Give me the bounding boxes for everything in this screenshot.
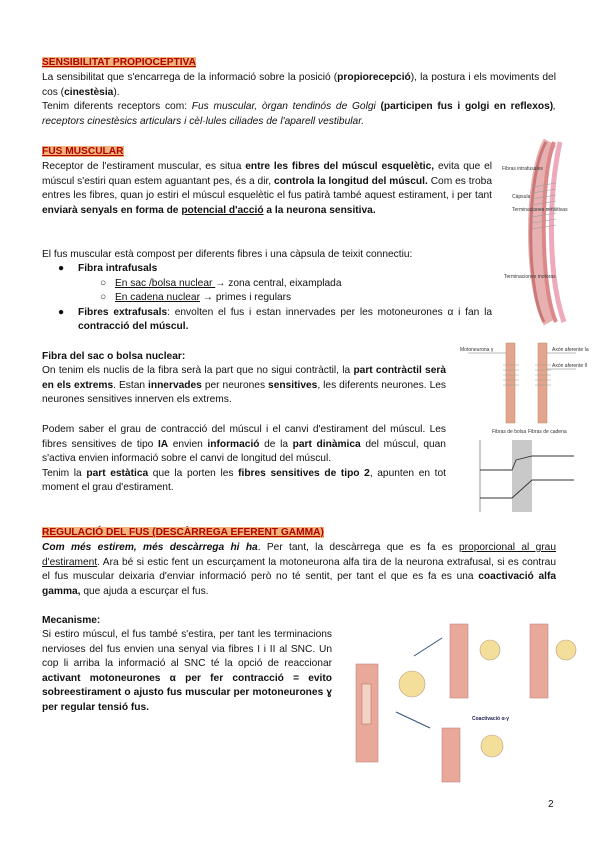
panel-2 <box>450 624 500 698</box>
page-number: 2 <box>548 799 554 810</box>
subsection-title-mechanism: Mecanisme: <box>42 615 101 626</box>
section-title-gamma-regulation: REGULACIÓ DEL FUS (DESCÀRREGA EFERENT GAMMA) <box>42 527 324 538</box>
section-title-proprioception <box>42 56 196 71</box>
list-item: ● Fibra intrafusals <box>58 263 158 274</box>
figure-label: Coactivació α-γ <box>472 716 509 722</box>
figure-label: Axón aferente II <box>552 363 588 369</box>
figure-label: Fibras de bolsa <box>492 429 527 435</box>
figure-label: Fibras intrafusales <box>502 166 543 172</box>
figure-label: Motoneurona γ <box>460 347 494 353</box>
paragraph-receptors: Tenim diferents receptors com: Fus muscular, òrgan tendinós de Golgi (participen fus i golgi en reflexos), receptors cinestèsics articulars i cèl·lules ciliades de l'aparell vestibular. <box>42 101 556 127</box>
subsection-title-bag-fiber: Fibra del sac o bolsa nuclear: <box>42 351 186 362</box>
stretch-shading <box>512 440 532 512</box>
list-item: ● Fibres extrafusals: envolten el fus i estan innervades per les motoneurones α i fan la contracció del múscul. <box>58 306 493 332</box>
paragraph-mechanism: Si estiro múscul, el fus també s'estira, per tant les terminacions nervioses del fus envien una senyal via fibres I i II al SNC. Un cop li arriba la informació al SNC té la opció de reaccionar activant motoneurones α per fer contracció = evito sobreestirament o ajusto fus muscular per motoneurones ɣ per regular tensió fus. <box>42 629 332 713</box>
section-title-text: SENSIBILITAT PROPIOCEPTIVA <box>42 57 196 68</box>
fiber-list <box>58 262 492 335</box>
coactivation-figure <box>342 616 578 784</box>
paragraph-proprioception: La sensibilitat que s'encarrega de la informació sobre la posició (propiorecepció), la postura i els moviments del cos (cinestèsia). <box>42 72 556 98</box>
paragraph-spindle-composition: El fus muscular està compost per diferents fibres i una càpsula de teixit connectiu: <box>42 249 413 260</box>
paragraph-bag-fiber: On tenim els nuclis de la fibra serà la part que no sigui contràctil, la part contràctil serà en els extrems. Estan innervades per neurones sensitives, les diferents neurones. Les neurones sensitives innerven els extrems. <box>42 365 446 405</box>
panel-3 <box>530 624 576 698</box>
paragraph-sensory-fibers: Podem saber el grau de contracció del múscul i el canvi d'estirament del múscul. Les fibres sensitives de tipo IA envien informació de la part dinàmica del múscul, quan s'activa envien informació sobre el canvi de longitud del múscul. Tenim la part estàtica que la porten les fibres sensitives de tipo 2, apunten en tot moment el grau d'estirament. <box>42 424 446 493</box>
figure-label: Axón aferente Ia <box>552 347 589 353</box>
section-title-muscle-spindle: FUS MUSCULAR <box>42 146 124 157</box>
paragraph-spindle-receptor: Receptor de l'estirament muscular, es situa entre les fibres del múscul esquelètic, evita que el múscul s'estiri quan estem aguantant pes, és a dir, controla la longitud del múscul. Com es troba entres les fibres, quan jo estiri el múscul esquelètic el fus patirà també aquest estirament, i per tant enviarà senyals en forma de potencial d'acció a la neurona sensitiva. <box>42 161 493 216</box>
list-item: ○ En sac /bolsa nuclear → zona central, eixamplada <box>100 277 342 289</box>
list-item: ○ En cadena nuclear → primes i regulars <box>100 292 292 303</box>
figure-label: Terminaciones motoras <box>504 274 556 280</box>
figure-label: Terminaciones sensitivas <box>512 207 568 213</box>
figure-label: Cápsula <box>512 194 531 200</box>
muscle-spindle-figure <box>500 137 572 327</box>
paragraph-gamma-discharge: Com més estirem, més descàrrega hi ha. Per tant, la descàrrega que es fa es proporcional al grau d'estirament. Ara bé si estic fent un escurçament la motoneurona alfa tira de la neurona extrafusal, si es contrau el fus muscular deixaria d'enviar informació però no té sentit, per tant el que es fa es una coactivació alfa gamma, que ajuda a escurçar el fus. <box>42 542 557 597</box>
figure-label: Fibras de cadena <box>528 429 567 435</box>
bag-chain-figure <box>458 340 589 520</box>
panel-1 <box>356 664 425 762</box>
panel-4 <box>442 728 503 782</box>
